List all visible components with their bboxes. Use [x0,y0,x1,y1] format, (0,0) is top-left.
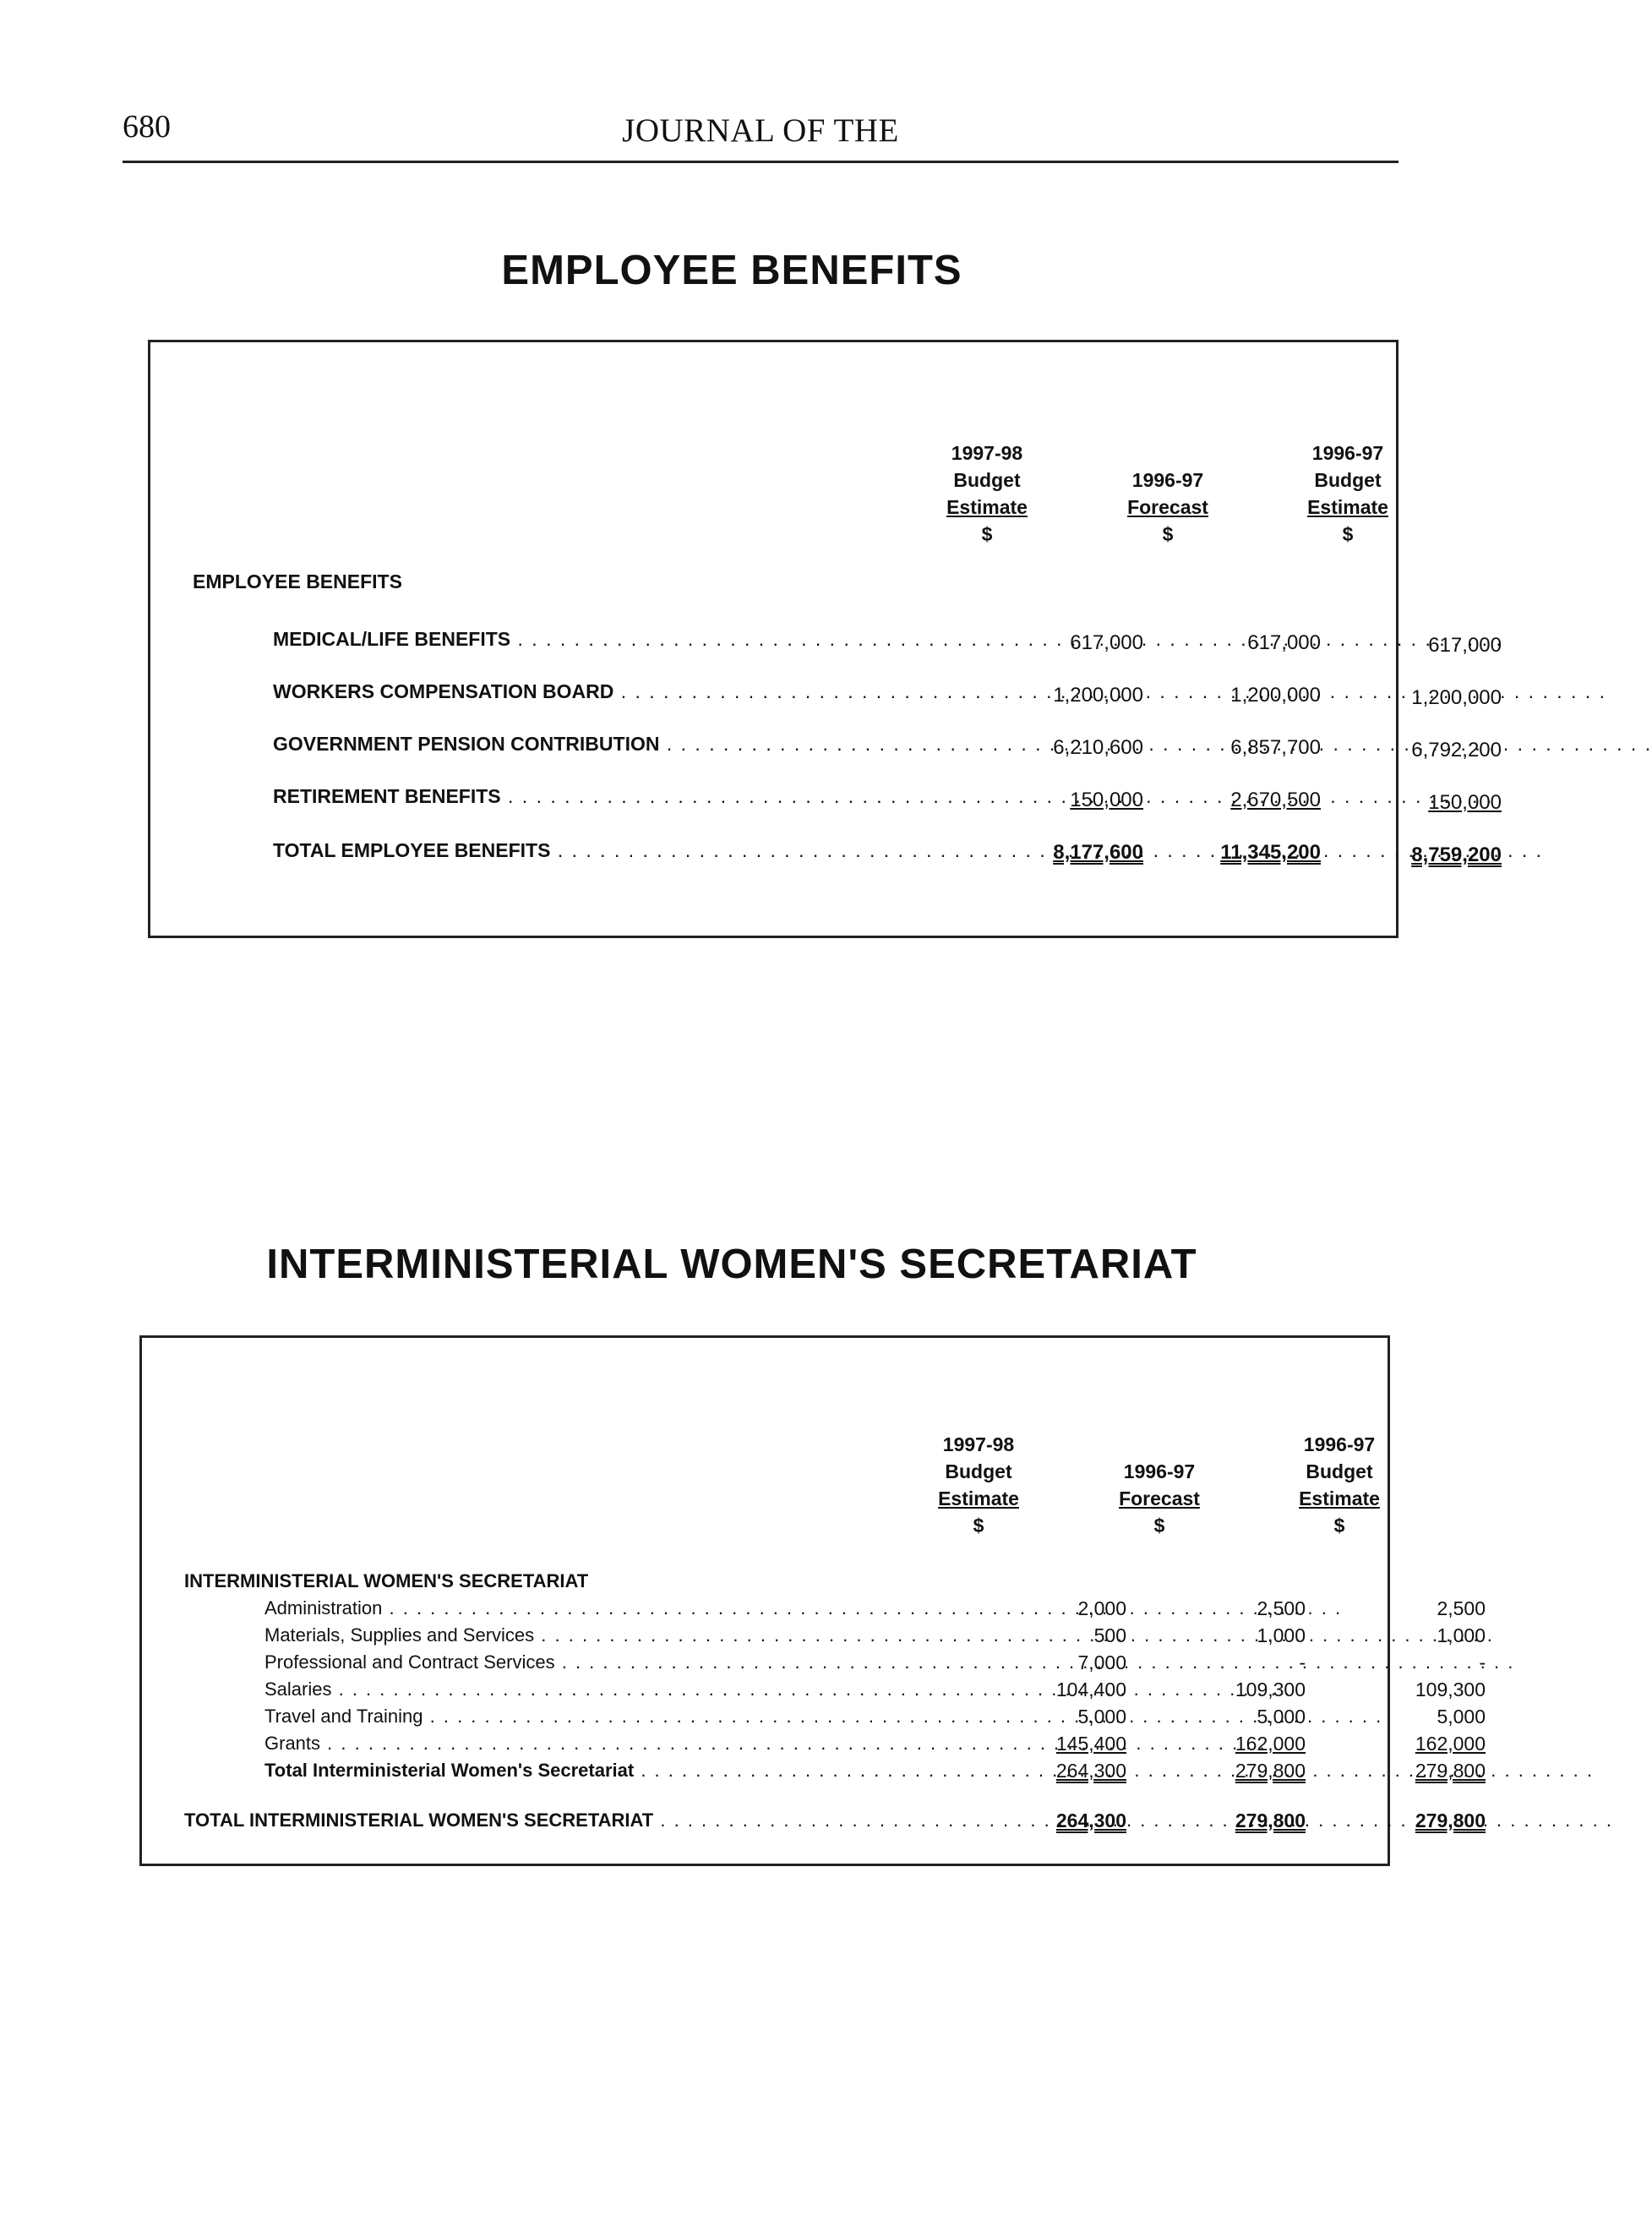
value-1996-97-budget: 1,000 [1437,1624,1486,1646]
value-1996-97-budget: 150,000 [1428,791,1502,814]
value-1996-97-forecast: 6,857,700 [1230,736,1321,759]
row-label-grants: Grants . . . [264,1733,945,1755]
row-label-administration: Administration . . . [264,1597,945,1619]
grand-total-1996-97-budget: 279,800 [1415,1810,1486,1831]
value-1996-97-forecast: - [1299,1651,1306,1673]
value-1996-97-budget: 8,759,200 [1411,843,1502,866]
column-header-unit: $ [1162,523,1174,545]
value-1996-97-budget: 6,792,200 [1411,739,1502,761]
value-1997-98: 1,200,000 [1053,684,1143,707]
value-1997-98: 2,000 [1077,1597,1126,1619]
value-1996-97-forecast: 162,000 [1235,1733,1306,1755]
value-1997-98: 500 [1093,1624,1126,1646]
group-label: EMPLOYEE BENEFITS [193,570,402,592]
row-label-professional-contract-services: Professional and Contract Services . . . [264,1651,945,1673]
value-1996-97-budget: 2,500 [1437,1597,1486,1619]
value-1996-97-forecast: 279,800 [1235,1760,1306,1782]
running-head [123,103,1398,163]
row-label-travel-training: Travel and Training . . . [264,1706,945,1728]
column-header-1996-97-budget [1246,1431,1432,1539]
column-header-line3: Estimate [938,1487,1019,1509]
column-header-line2: Budget [945,1460,1012,1482]
value-1996-97-budget: 279,800 [1415,1760,1486,1782]
row-label-government-pension-contribution: GOVERNMENT PENSION CONTRIBUTION . . . [273,733,957,756]
column-header-unit: $ [973,1515,984,1537]
value-1996-97-forecast: 2,500 [1257,1597,1306,1619]
row-label-workers-compensation-board: WORKERS COMPENSATION BOARD . . . [273,680,957,703]
column-header-year: 1997-98 [951,442,1023,464]
value-1996-97-budget: 5,000 [1437,1706,1486,1728]
value-1996-97-forecast: 1,200,000 [1230,684,1321,707]
column-header-line2: Budget [1306,1460,1373,1482]
row-label-total-interministerial-womens-secretariat: Total Interministerial Women's Secretariat . . . [264,1760,945,1782]
value-1996-97-forecast: 2,670,500 [1230,789,1321,811]
column-header-year: 1997-98 [942,1433,1015,1455]
value-1997-98: 145,400 [1055,1733,1126,1755]
group-label: INTERMINISTERIAL WOMEN'S SECRETARIAT [184,1570,589,1591]
column-header-line3: Forecast [1119,1487,1200,1509]
column-header-line2: 1996-97 [1123,1460,1196,1482]
row-label-grand-total: TOTAL INTERMINISTERIAL WOMEN'S SECRETARIAT . . . [184,1810,945,1831]
value-1996-97-budget: - [1479,1651,1486,1673]
column-header-line3: Forecast [1127,496,1208,518]
column-header-unit: $ [1153,1515,1165,1537]
column-header-1996-97-budget [1255,439,1441,548]
value-1996-97-forecast: 5,000 [1257,1706,1306,1728]
value-1996-97-budget: 162,000 [1415,1733,1486,1755]
column-header-1997-98-budget [894,439,1080,548]
column-header-year: 1996-97 [1311,442,1384,464]
section-title-employee-benefits: EMPLOYEE BENEFITS [501,248,962,293]
column-header-line2: 1996-97 [1131,469,1204,491]
column-header-line3: Estimate [1299,1487,1380,1509]
row-label-medical-life-benefits: MEDICAL/LIFE BENEFITS . . . [273,628,957,651]
column-header-unit: $ [1342,523,1354,545]
employee-benefits-table [148,340,1502,938]
value-1996-97-forecast: 109,300 [1235,1678,1306,1700]
grand-total-1996-97-forecast: 279,800 [1235,1810,1306,1831]
value-1996-97-budget: 1,200,000 [1411,686,1502,709]
value-1997-98: 6,210,600 [1053,736,1143,759]
value-1997-98: 264,300 [1055,1760,1126,1782]
column-header-line2: Budget [953,469,1021,491]
column-header-unit: $ [1333,1515,1345,1537]
value-1997-98: 150,000 [1070,789,1143,811]
column-header-line3: Estimate [946,496,1028,518]
value-1996-97-budget: 109,300 [1415,1678,1486,1700]
column-header-1996-97-forecast [1075,467,1261,548]
row-label-total-employee-benefits: TOTAL EMPLOYEE BENEFITS . . . [273,839,957,862]
value-1996-97-forecast: 617,000 [1247,631,1321,654]
section-title-interministerial-womens-secretariat: INTERMINISTERIAL WOMEN'S SECRETARIAT [266,1242,1197,1287]
value-1996-97-budget: 617,000 [1428,634,1502,657]
column-header-1997-98-budget [886,1431,1071,1539]
row-label-salaries: Salaries . . . [264,1678,945,1700]
interministerial-womens-secretariat-table [139,1335,1486,1866]
row-label-retirement-benefits: RETIREMENT BENEFITS . . . [273,785,957,808]
column-header-unit: $ [981,523,993,545]
column-header-year: 1996-97 [1303,1433,1376,1455]
value-1997-98: 104,400 [1055,1678,1126,1700]
row-label-materials-supplies-services: Materials, Supplies and Services . . . [264,1624,945,1646]
page-number: 680 [123,109,171,145]
column-header-1996-97-forecast [1066,1458,1252,1539]
value-1996-97-forecast: 11,345,200 [1220,841,1321,864]
column-header-line2: Budget [1314,469,1382,491]
value-1997-98: 617,000 [1070,631,1143,654]
value-1996-97-forecast: 1,000 [1257,1624,1306,1646]
value-1997-98: 7,000 [1077,1651,1126,1673]
journal-title: JOURNAL OF THE [622,112,899,149]
value-1997-98: 8,177,600 [1053,841,1143,864]
value-1997-98: 5,000 [1077,1706,1126,1728]
grand-total-1997-98: 264,300 [1055,1810,1126,1831]
column-header-line3: Estimate [1307,496,1388,518]
